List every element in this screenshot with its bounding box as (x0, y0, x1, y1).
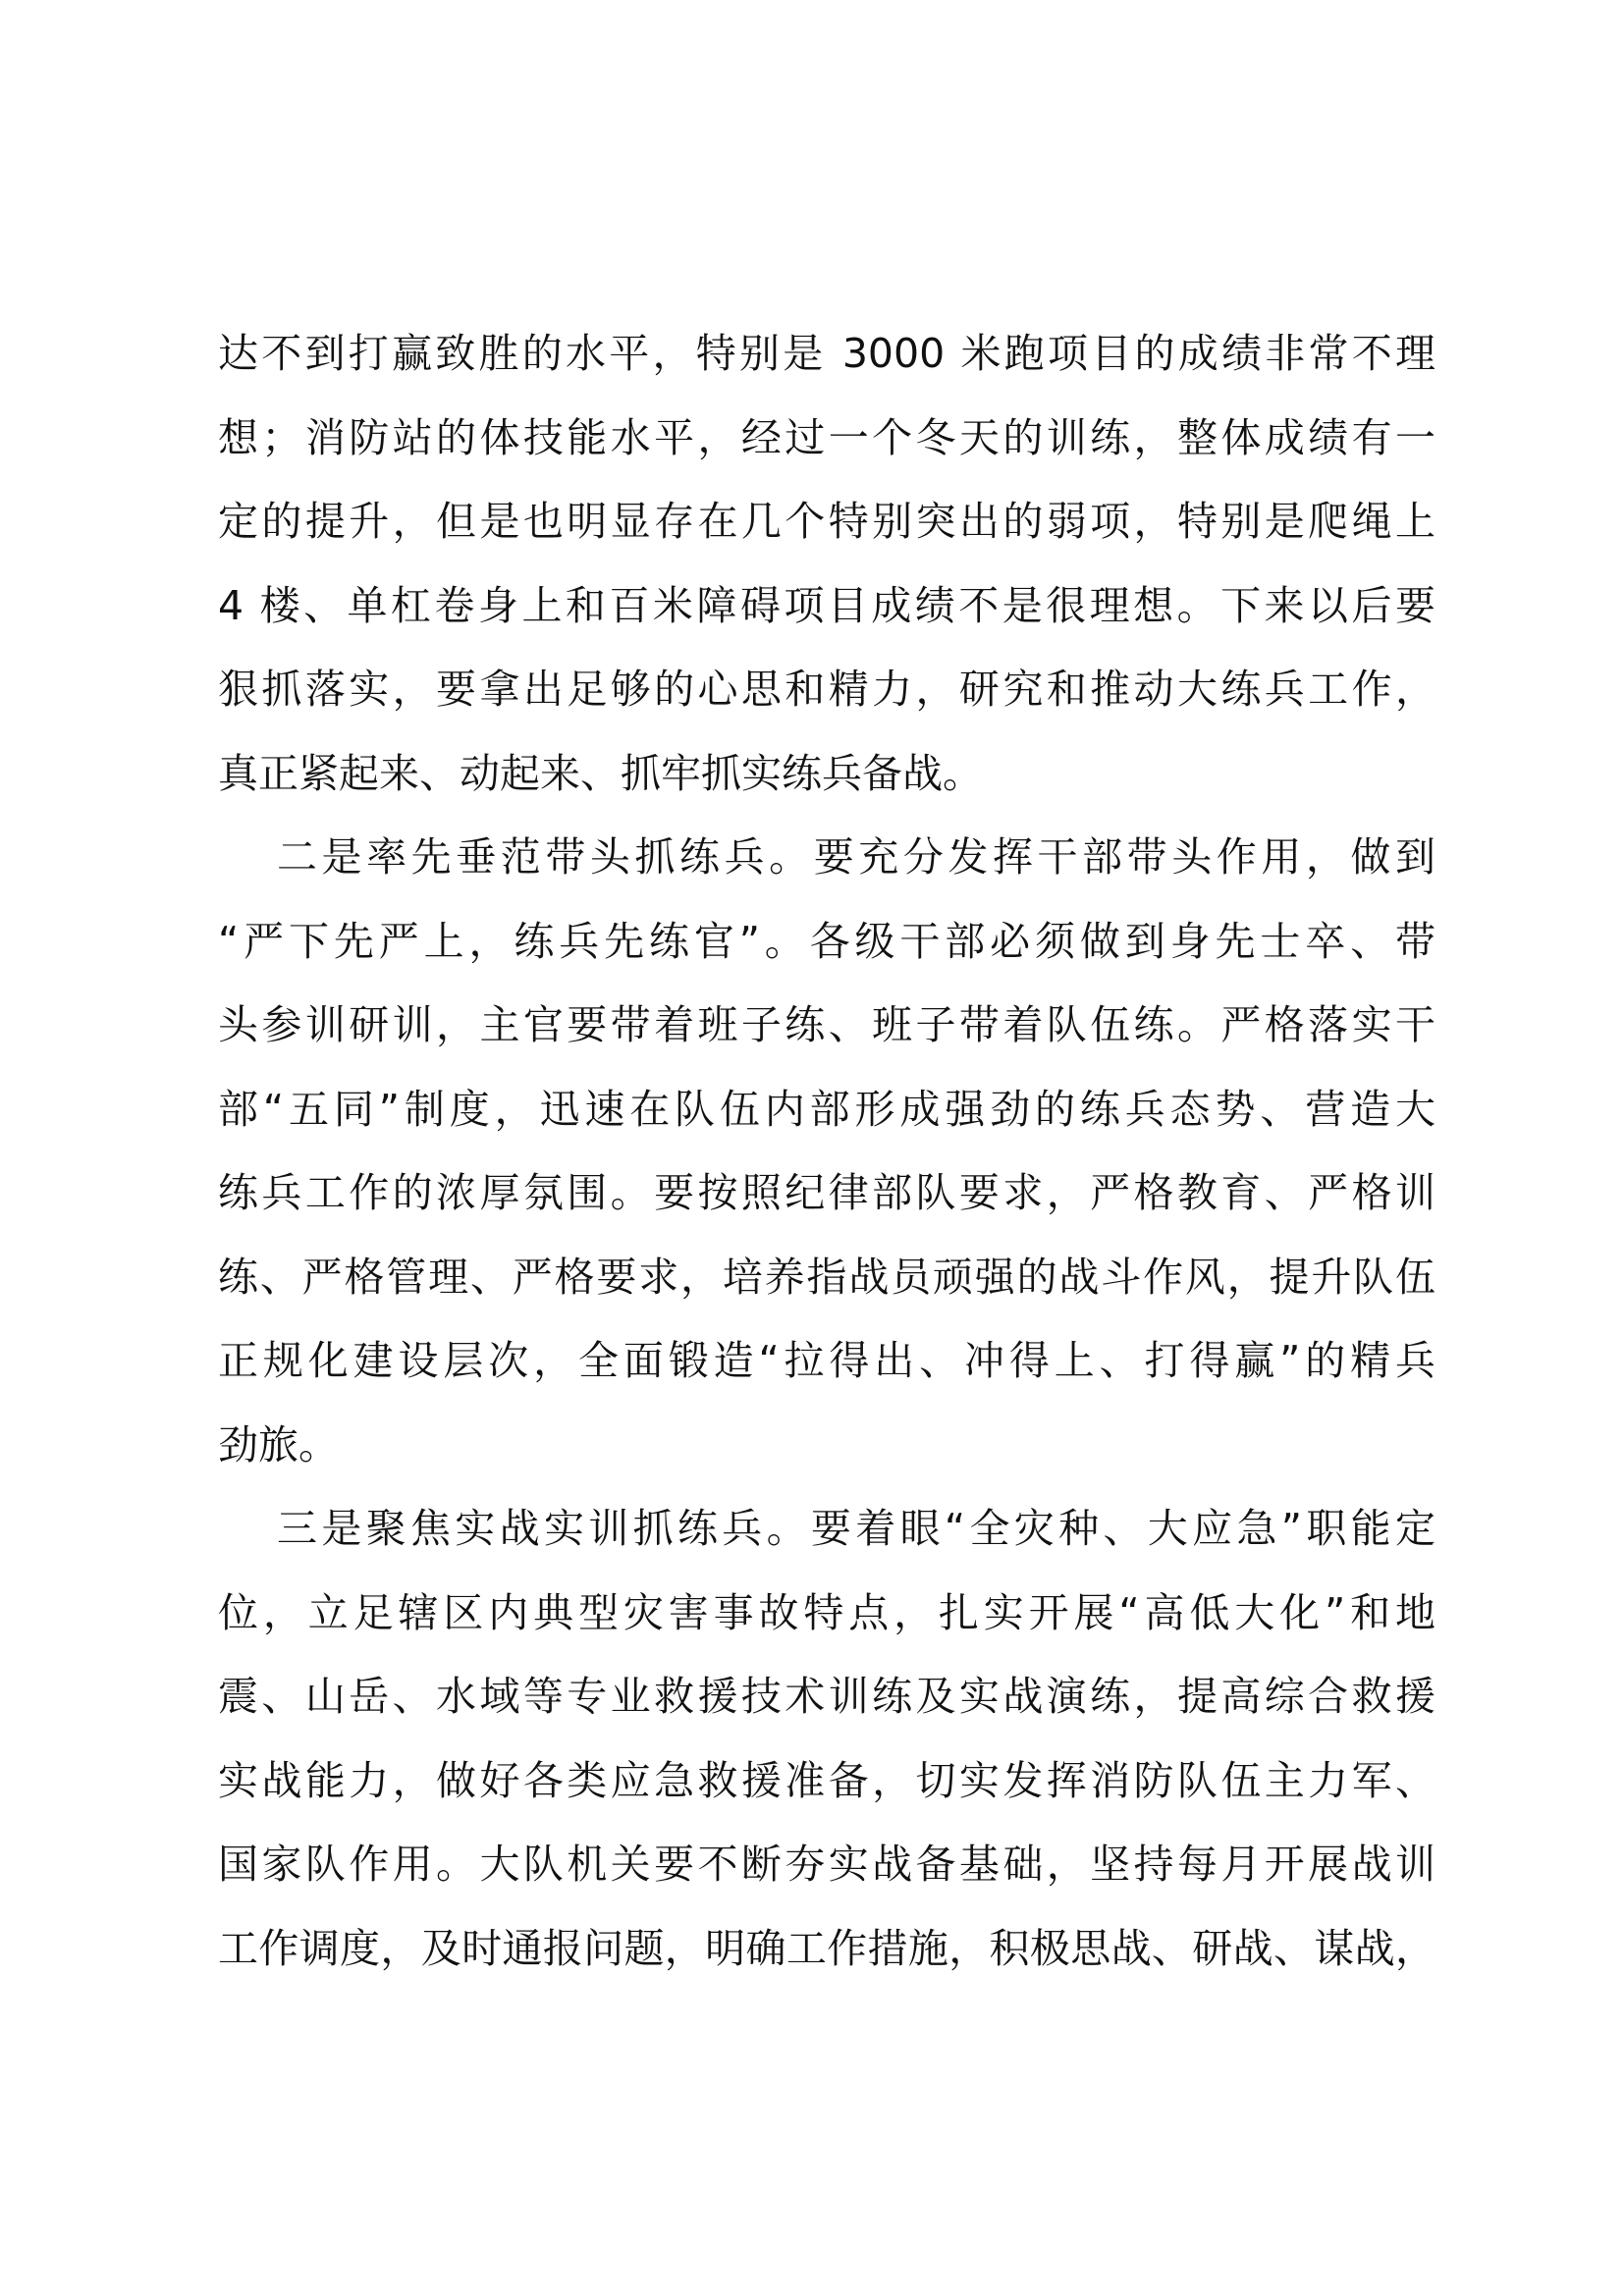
paragraph-line: 国家队作用。大队机关要不断夯实战备基础，坚持每月开展战训 (218, 1841, 1435, 1888)
paragraph-line: 4 楼、单杠卷身上和百米障碍项目成绩不是很理想。下来以后要 (218, 581, 1435, 629)
paragraph-line: 练兵工作的浓厚氛围。要按照纪律部队要求，严格教育、严格训 (218, 1169, 1435, 1216)
paragraph-line: 工作调度，及时通报问题，明确工作措施，积极思战、研战、谋战， (218, 1924, 1435, 1972)
paragraph-line: 狠抓落实，要拿出足够的心思和精力，研究和推动大练兵工作， (218, 666, 1435, 713)
paragraph-3 (218, 1487, 1435, 1991)
paragraph-line: 头参训研训，主官要带着班子练、班子带着队伍练。严格落实干 (218, 1001, 1435, 1048)
paragraph-1 (218, 312, 1435, 816)
paragraph-line: 练、严格管理、严格要求，培养指战员顽强的战斗作风，提升队伍 (218, 1253, 1435, 1301)
paragraph-line: 实战能力，做好各类应急救援准备，切实发挥消防队伍主力军、 (218, 1756, 1435, 1804)
paragraph-line: 真正紧起来、动起来、抓牢抓实练兵备战。 (218, 749, 983, 797)
paragraph-line: 劲旅。 (218, 1420, 339, 1468)
paragraph-line: 部“五同”制度，迅速在队伍内部形成强劲的练兵态势、营造大 (218, 1085, 1435, 1133)
paragraph-line: 正规化建设层次，全面锻造“拉得出、冲得上、打得赢”的精兵 (218, 1337, 1435, 1384)
paragraph-line: 二是率先垂范带头抓练兵。要充分发挥干部带头作用，做到 (277, 833, 1435, 881)
paragraph-line: “严下先严上，练兵先练官”。各级干部必须做到身先士卒、带 (218, 917, 1435, 965)
paragraph-line: 震、山岳、水域等专业救援技术训练及实战演练，提高综合救援 (218, 1673, 1435, 1720)
paragraph-line: 想；消防站的体技能水平，经过一个冬天的训练，整体成绩有一 (218, 413, 1435, 461)
paragraph-line: 位，立足辖区内典型灾害事故特点，扎实开展“高低大化”和地 (218, 1588, 1435, 1636)
paragraph-line: 三是聚焦实战实训抓练兵。要着眼“全灾种、大应急”职能定 (277, 1505, 1435, 1552)
paragraph-line: 定的提升，但是也明显存在几个特别突出的弱项，特别是爬绳上 (218, 498, 1435, 545)
paragraph-line: 达不到打赢致胜的水平，特别是 3000 米跑项目的成绩非常不理 (218, 330, 1435, 377)
paragraph-2 (218, 816, 1435, 1487)
